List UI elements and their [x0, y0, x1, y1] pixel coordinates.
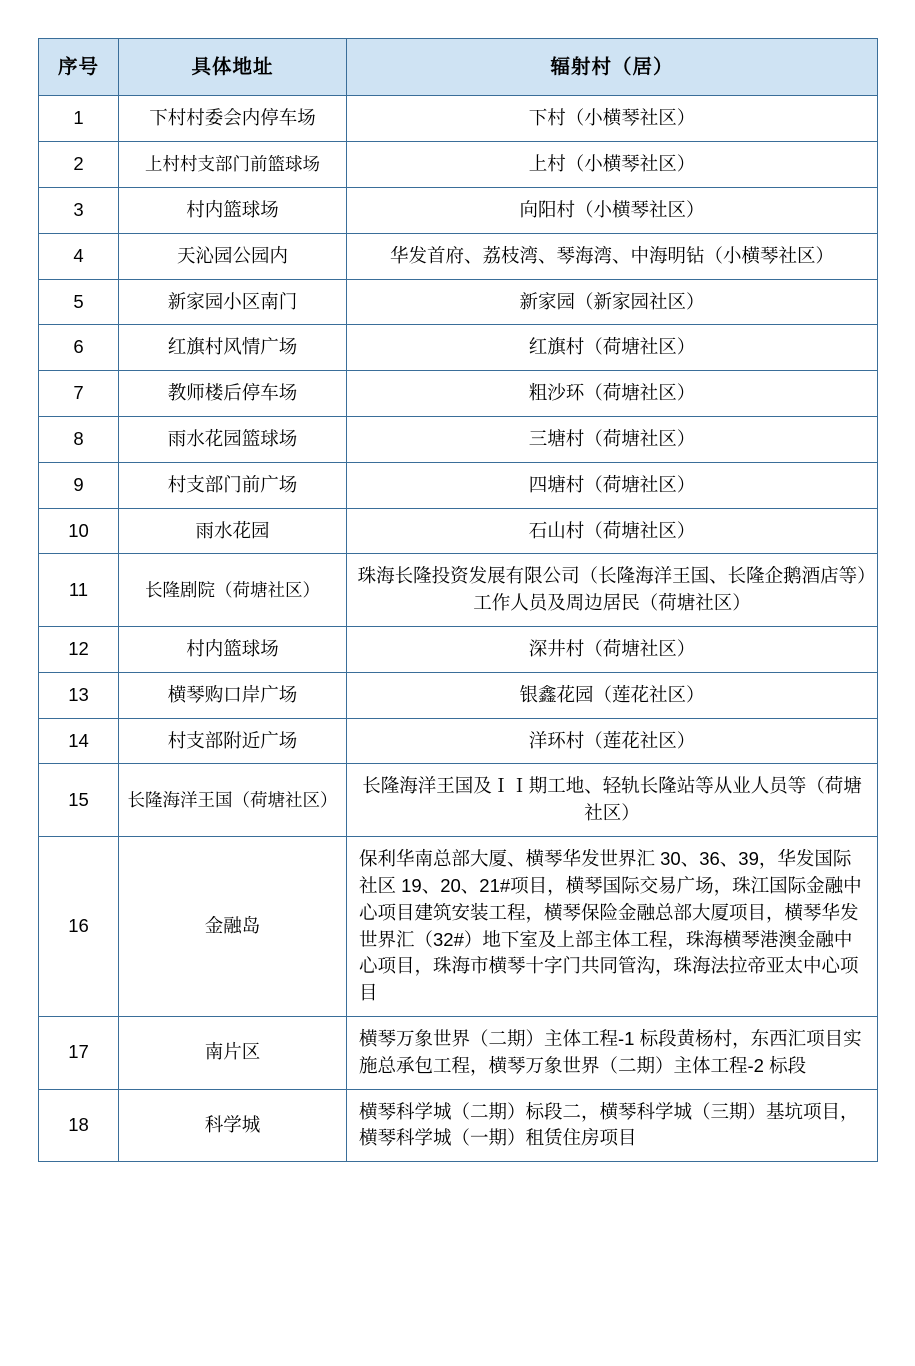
table-row	[39, 233, 878, 279]
cell-address: 下村村委会内停车场	[119, 96, 347, 142]
table-row	[39, 371, 878, 417]
cell-address: 村内篮球场	[119, 187, 347, 233]
cell-index: 14	[39, 718, 119, 764]
cell-village: 石山村（荷塘社区）	[347, 508, 878, 554]
cell-village: 横琴万象世界（二期）主体工程-1 标段黄杨村，东西汇项目实施总承包工程，横琴万象世界（二期）主体工程-2 标段	[347, 1016, 878, 1089]
column-header-address: 具体地址	[119, 39, 347, 96]
cell-village: 下村（小横琴社区）	[347, 96, 878, 142]
cell-address: 教师楼后停车场	[119, 371, 347, 417]
cell-address: 雨水花园篮球场	[119, 416, 347, 462]
cell-address: 南片区	[119, 1016, 347, 1089]
table-row	[39, 416, 878, 462]
cell-village: 银鑫花园（莲花社区）	[347, 672, 878, 718]
table-row	[39, 508, 878, 554]
cell-index: 10	[39, 508, 119, 554]
cell-address: 科学城	[119, 1089, 347, 1162]
cell-village: 长隆海洋王国及ＩＩ期工地、轻轨长隆站等从业人员等（荷塘社区）	[347, 764, 878, 837]
cell-index: 3	[39, 187, 119, 233]
cell-address: 雨水花园	[119, 508, 347, 554]
table-row	[39, 96, 878, 142]
cell-village: 横琴科学城（二期）标段二，横琴科学城（三期）基坑项目，横琴科学城（一期）租赁住房项目	[347, 1089, 878, 1162]
table-row	[39, 672, 878, 718]
cell-village: 向阳村（小横琴社区）	[347, 187, 878, 233]
cell-index: 18	[39, 1089, 119, 1162]
cell-index: 9	[39, 462, 119, 508]
table-row	[39, 187, 878, 233]
cell-index: 17	[39, 1016, 119, 1089]
cell-village: 粗沙环（荷塘社区）	[347, 371, 878, 417]
cell-village: 新家园（新家园社区）	[347, 279, 878, 325]
table-row	[39, 554, 878, 627]
cell-index: 16	[39, 837, 119, 1017]
cell-village: 珠海长隆投资发展有限公司（长隆海洋王国、长隆企鹅酒店等）工作人员及周边居民（荷塘社区）	[347, 554, 878, 627]
cell-address: 村内篮球场	[119, 627, 347, 673]
address-table	[38, 38, 878, 1162]
table-header	[39, 39, 878, 96]
cell-address: 长隆剧院（荷塘社区）	[119, 554, 347, 627]
table-row	[39, 462, 878, 508]
cell-village: 洋环村（莲花社区）	[347, 718, 878, 764]
table-header-row	[39, 39, 878, 96]
table-row	[39, 764, 878, 837]
cell-village: 上村（小横琴社区）	[347, 142, 878, 188]
table-row	[39, 142, 878, 188]
table-row	[39, 279, 878, 325]
cell-address: 红旗村风情广场	[119, 325, 347, 371]
cell-address: 长隆海洋王国（荷塘社区）	[119, 764, 347, 837]
cell-index: 2	[39, 142, 119, 188]
table-row	[39, 627, 878, 673]
table-row	[39, 325, 878, 371]
cell-village: 深井村（荷塘社区）	[347, 627, 878, 673]
cell-address: 村支部门前广场	[119, 462, 347, 508]
cell-village: 保利华南总部大厦、横琴华发世界汇 30、36、39，华发国际社区 19、20、21#项目，横琴国际交易广场，珠江国际金融中心项目建筑安装工程，横琴保险金融总部大厦项目，横琴华发世界汇（32#）地下室及上部主体工程，珠海横琴港澳金融中心项目，珠海市横琴十字门共同管沟，珠海法拉帝亚太中心项目	[347, 837, 878, 1017]
cell-index: 12	[39, 627, 119, 673]
cell-index: 15	[39, 764, 119, 837]
cell-index: 8	[39, 416, 119, 462]
cell-village: 华发首府、荔枝湾、琴海湾、中海明钻（小横琴社区）	[347, 233, 878, 279]
cell-index: 5	[39, 279, 119, 325]
table-row	[39, 1089, 878, 1162]
cell-index: 7	[39, 371, 119, 417]
cell-village: 三塘村（荷塘社区）	[347, 416, 878, 462]
cell-address: 天沁园公园内	[119, 233, 347, 279]
cell-index: 13	[39, 672, 119, 718]
table-body	[39, 96, 878, 1162]
cell-address: 新家园小区南门	[119, 279, 347, 325]
table-row	[39, 1016, 878, 1089]
cell-village: 红旗村（荷塘社区）	[347, 325, 878, 371]
table-row	[39, 718, 878, 764]
cell-index: 6	[39, 325, 119, 371]
cell-village: 四塘村（荷塘社区）	[347, 462, 878, 508]
cell-index: 4	[39, 233, 119, 279]
cell-address: 上村村支部门前篮球场	[119, 142, 347, 188]
cell-address: 横琴购口岸广场	[119, 672, 347, 718]
cell-address: 金融岛	[119, 837, 347, 1017]
column-header-village: 辐射村（居）	[347, 39, 878, 96]
cell-index: 11	[39, 554, 119, 627]
column-header-index: 序号	[39, 39, 119, 96]
cell-index: 1	[39, 96, 119, 142]
cell-address: 村支部附近广场	[119, 718, 347, 764]
table-row	[39, 837, 878, 1017]
